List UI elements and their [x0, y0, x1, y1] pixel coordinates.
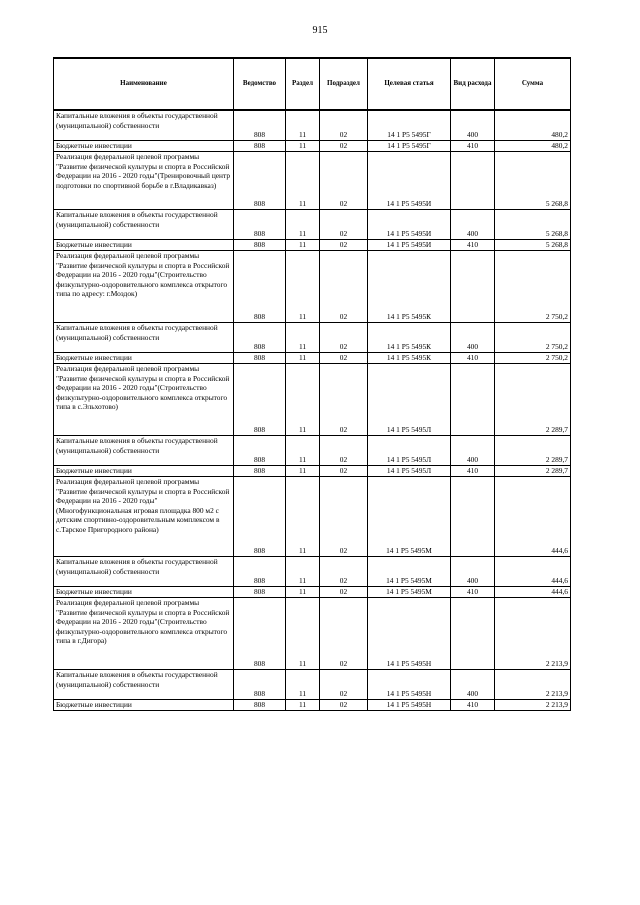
- cell-expense-type: 410: [451, 141, 495, 152]
- cell-name: Капитальные вложения в объекты государственной (муниципальной) собственности: [54, 323, 234, 353]
- cell-department: 808: [234, 141, 286, 152]
- cell-section: 11: [286, 700, 320, 711]
- cell-sum: 2 289,7: [495, 436, 571, 466]
- cell-department: 808: [234, 477, 286, 557]
- header-target: Целевая статья: [368, 58, 451, 110]
- cell-expense-type: [451, 598, 495, 670]
- cell-sum: 5 268,8: [495, 240, 571, 251]
- cell-section: 11: [286, 477, 320, 557]
- cell-expense-type: 410: [451, 587, 495, 598]
- cell-target: 14 1 Р5 5495Л: [368, 364, 451, 436]
- cell-target: 14 1 Р5 5495М: [368, 587, 451, 598]
- cell-department: 808: [234, 323, 286, 353]
- cell-department: 808: [234, 364, 286, 436]
- table-row: [54, 364, 571, 436]
- cell-expense-type: 410: [451, 240, 495, 251]
- cell-name: Бюджетные инвестиции: [54, 240, 234, 251]
- cell-subsection: 02: [320, 700, 368, 711]
- table-row: [54, 598, 571, 670]
- page-number: 915: [312, 25, 328, 36]
- cell-expense-type: 400: [451, 210, 495, 240]
- table-header-row: [54, 58, 571, 110]
- cell-section: 11: [286, 598, 320, 670]
- cell-sum: 2 213,9: [495, 598, 571, 670]
- header-department: Ведомство: [234, 58, 286, 110]
- cell-sum: 2 750,2: [495, 323, 571, 353]
- cell-target: 14 1 Р5 5495М: [368, 477, 451, 557]
- cell-section: 11: [286, 557, 320, 587]
- cell-name: Бюджетные инвестиции: [54, 353, 234, 364]
- cell-sum: 480,2: [495, 110, 571, 141]
- cell-section: 11: [286, 364, 320, 436]
- cell-sum: 2 289,7: [495, 466, 571, 477]
- table-row: [54, 436, 571, 466]
- cell-subsection: 02: [320, 587, 368, 598]
- header-name: Наименование: [54, 58, 234, 110]
- cell-section: 11: [286, 466, 320, 477]
- cell-section: 11: [286, 210, 320, 240]
- cell-subsection: 02: [320, 436, 368, 466]
- cell-subsection: 02: [320, 110, 368, 141]
- cell-section: 11: [286, 587, 320, 598]
- cell-name: Капитальные вложения в объекты государственной (муниципальной) собственности: [54, 210, 234, 240]
- cell-sum: 2 750,2: [495, 251, 571, 323]
- table-row: [54, 152, 571, 210]
- cell-sum: 2 213,9: [495, 670, 571, 700]
- header-subsection: Подраздел: [320, 58, 368, 110]
- cell-subsection: 02: [320, 240, 368, 251]
- cell-section: 11: [286, 251, 320, 323]
- cell-department: 808: [234, 251, 286, 323]
- cell-subsection: 02: [320, 364, 368, 436]
- cell-subsection: 02: [320, 598, 368, 670]
- header-sum: Сумма: [495, 58, 571, 110]
- cell-section: 11: [286, 323, 320, 353]
- cell-expense-type: 400: [451, 670, 495, 700]
- cell-name: Бюджетные инвестиции: [54, 141, 234, 152]
- cell-sum: 2 289,7: [495, 364, 571, 436]
- cell-target: 14 1 Р5 5495М: [368, 557, 451, 587]
- cell-target: 14 1 Р5 5495Л: [368, 436, 451, 466]
- cell-sum: 444,6: [495, 557, 571, 587]
- cell-subsection: 02: [320, 557, 368, 587]
- cell-sum: 444,6: [495, 587, 571, 598]
- cell-expense-type: [451, 152, 495, 210]
- cell-name: Бюджетные инвестиции: [54, 700, 234, 711]
- cell-expense-type: 410: [451, 466, 495, 477]
- cell-target: 14 1 Р5 5495К: [368, 323, 451, 353]
- table-row: [54, 587, 571, 598]
- cell-name: Бюджетные инвестиции: [54, 587, 234, 598]
- cell-name: Реализация федеральной целевой программы "Развитие физической культуры и спорта в Российской Федерации на 2016 - 2020 годы"(Тренировочный центр подготовки по спортивной борьбе в г.Владикавказ): [54, 152, 234, 210]
- cell-target: 14 1 Р5 5495И: [368, 152, 451, 210]
- cell-department: 808: [234, 353, 286, 364]
- cell-name: Капитальные вложения в объекты государственной (муниципальной) собственности: [54, 670, 234, 700]
- table-row: [54, 557, 571, 587]
- cell-department: 808: [234, 700, 286, 711]
- cell-section: 11: [286, 240, 320, 251]
- cell-section: 11: [286, 436, 320, 466]
- cell-name: Капитальные вложения в объекты государственной (муниципальной) собственности: [54, 110, 234, 141]
- cell-department: 808: [234, 557, 286, 587]
- cell-expense-type: [451, 251, 495, 323]
- cell-name: Реализация федеральной целевой программы "Развитие физической культуры и спорта в Российской Федерации на 2016 - 2020 годы"(Строительство физкультурно-оздоровительного комплекса открытого типа по адресу: г.Моздок): [54, 251, 234, 323]
- table-row: [54, 700, 571, 711]
- cell-expense-type: 410: [451, 700, 495, 711]
- cell-target: 14 1 Р5 5495К: [368, 353, 451, 364]
- cell-section: 11: [286, 670, 320, 700]
- cell-department: 808: [234, 240, 286, 251]
- cell-sum: 2 213,9: [495, 700, 571, 711]
- cell-expense-type: 400: [451, 323, 495, 353]
- cell-section: 11: [286, 110, 320, 141]
- cell-subsection: 02: [320, 670, 368, 700]
- cell-subsection: 02: [320, 477, 368, 557]
- cell-subsection: 02: [320, 210, 368, 240]
- table-row: [54, 353, 571, 364]
- cell-target: 14 1 Р5 5495К: [368, 251, 451, 323]
- table-row: [54, 323, 571, 353]
- cell-subsection: 02: [320, 353, 368, 364]
- table-row: [54, 670, 571, 700]
- cell-name: Капитальные вложения в объекты государственной (муниципальной) собственности: [54, 436, 234, 466]
- cell-department: 808: [234, 436, 286, 466]
- cell-name: Реализация федеральной целевой программы "Развитие физической культуры и спорта в Российской Федерации на 2016 - 2020 годы"(Многофункциональная игровая площадка 800 м2 с детским спортивно-оздоровительным комплексом в с.Тарское Пригородного района): [54, 477, 234, 557]
- cell-expense-type: [451, 364, 495, 436]
- cell-target: 14 1 Р5 5495И: [368, 240, 451, 251]
- cell-expense-type: 400: [451, 110, 495, 141]
- cell-target: 14 1 Р5 5495И: [368, 210, 451, 240]
- cell-target: 14 1 Р5 5495Н: [368, 700, 451, 711]
- cell-subsection: 02: [320, 152, 368, 210]
- cell-expense-type: 400: [451, 436, 495, 466]
- cell-section: 11: [286, 152, 320, 210]
- cell-section: 11: [286, 141, 320, 152]
- budget-table: [53, 57, 571, 711]
- cell-subsection: 02: [320, 323, 368, 353]
- cell-target: 14 1 Р5 5495Г: [368, 110, 451, 141]
- table-row: [54, 240, 571, 251]
- table-row: [54, 110, 571, 141]
- table-row: [54, 466, 571, 477]
- cell-subsection: 02: [320, 251, 368, 323]
- cell-target: 14 1 Р5 5495Н: [368, 670, 451, 700]
- cell-sum: 5 268,8: [495, 210, 571, 240]
- cell-department: 808: [234, 466, 286, 477]
- cell-name: Реализация федеральной целевой программы "Развитие физической культуры и спорта в Российской Федерации на 2016 - 2020 годы"(Строительство физкультурно-оздоровительного комплекса открытого типа в с.Эльхотово): [54, 364, 234, 436]
- cell-target: 14 1 Р5 5495Г: [368, 141, 451, 152]
- cell-subsection: 02: [320, 466, 368, 477]
- cell-sum: 5 268,8: [495, 152, 571, 210]
- cell-name: Бюджетные инвестиции: [54, 466, 234, 477]
- cell-department: 808: [234, 210, 286, 240]
- cell-department: 808: [234, 598, 286, 670]
- cell-subsection: 02: [320, 141, 368, 152]
- table-row: [54, 141, 571, 152]
- table-row: [54, 477, 571, 557]
- cell-sum: 480,2: [495, 141, 571, 152]
- cell-section: 11: [286, 353, 320, 364]
- cell-target: 14 1 Р5 5495Л: [368, 466, 451, 477]
- cell-name: Капитальные вложения в объекты государственной (муниципальной) собственности: [54, 557, 234, 587]
- cell-target: 14 1 Р5 5495Н: [368, 598, 451, 670]
- table-row: [54, 251, 571, 323]
- cell-expense-type: 410: [451, 353, 495, 364]
- cell-sum: 2 750,2: [495, 353, 571, 364]
- table-row: [54, 210, 571, 240]
- cell-department: 808: [234, 110, 286, 141]
- cell-name: Реализация федеральной целевой программы "Развитие физической культуры и спорта в Российской Федерации на 2016 - 2020 годы"(Строительство физкультурно-оздоровительного комплекса открытого типа в г.Дигора): [54, 598, 234, 670]
- cell-department: 808: [234, 587, 286, 598]
- cell-expense-type: 400: [451, 557, 495, 587]
- header-section: Раздел: [286, 58, 320, 110]
- header-expense-type: Вид расхода: [451, 58, 495, 110]
- cell-expense-type: [451, 477, 495, 557]
- cell-sum: 444,6: [495, 477, 571, 557]
- cell-department: 808: [234, 152, 286, 210]
- cell-department: 808: [234, 670, 286, 700]
